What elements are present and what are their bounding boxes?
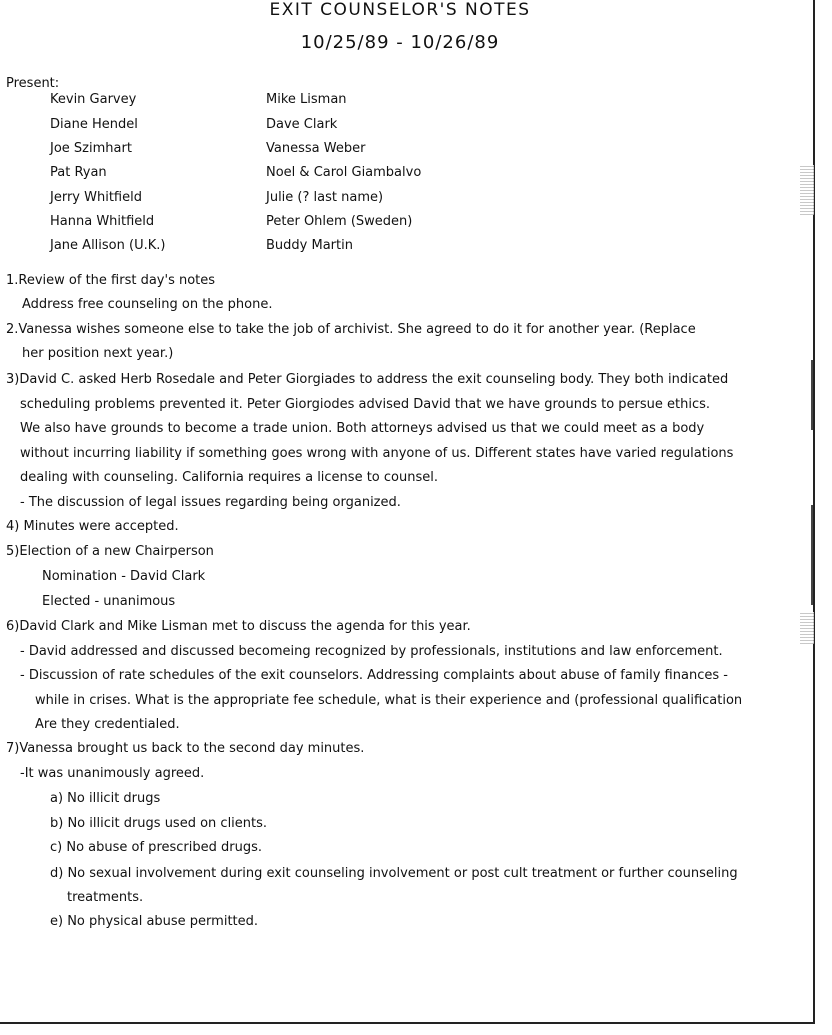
item-1-heading: 1.Review of the first day's notes bbox=[6, 273, 216, 288]
attendee-name: Julie (? last name) bbox=[266, 190, 384, 205]
rule-d: treatments. bbox=[67, 890, 144, 905]
scan-artifact bbox=[800, 165, 814, 215]
document-dates: 10/25/89 - 10/26/89 bbox=[300, 32, 500, 53]
attendee-name: Jerry Whitfield bbox=[50, 190, 142, 205]
rule-d: d) No sexual involvement during exit counseling involvement or post cult treatment or further counseling bbox=[50, 866, 738, 881]
attendee-name: Hanna Whitfield bbox=[50, 214, 155, 229]
document-title: EXIT COUNSELOR'S NOTES bbox=[269, 0, 531, 20]
item-6-heading: 6)David Clark and Mike Lisman met to discuss the agenda for this year. bbox=[6, 619, 471, 634]
item-5-election: Elected - unanimous bbox=[42, 594, 176, 609]
scan-artifact bbox=[811, 360, 813, 430]
attendee-name: Jane Allison (U.K.) bbox=[50, 238, 166, 253]
item-5-heading: 5)Election of a new Chairperson bbox=[6, 544, 214, 559]
item-7-heading: 7)Vanessa brought us back to the second day minutes. bbox=[6, 741, 365, 756]
item-4-text: 4) Minutes were accepted. bbox=[6, 519, 179, 534]
rule-a: a) No illicit drugs bbox=[50, 791, 161, 806]
scan-artifact bbox=[800, 612, 814, 644]
attendee-name: Buddy Martin bbox=[266, 238, 353, 253]
item-6-note: while in crises. What is the appropriate fee schedule, what is their experience and (professional qualification bbox=[35, 693, 743, 708]
present-label: Present: bbox=[6, 76, 60, 91]
attendee-name: Diane Hendel bbox=[50, 117, 138, 132]
attendee-name: Pat Ryan bbox=[50, 165, 107, 180]
item-6-note: - David addressed and discussed becomeing recognized by professionals, institutions and law enforcement. bbox=[20, 644, 723, 659]
item-3-text: We also have grounds to become a trade union. Both attorneys advised us that we could meet as a body bbox=[20, 421, 705, 436]
item-3-text: without incurring liability if something goes wrong with anyone of us. Different states have varied regulations bbox=[20, 446, 734, 461]
item-1-note: Address free counseling on the phone. bbox=[22, 297, 273, 312]
item-3-text: dealing with counseling. California requires a license to counsel. bbox=[20, 470, 438, 485]
attendee-name: Vanessa Weber bbox=[266, 141, 366, 156]
item-6-note: - Discussion of rate schedules of the exit counselors. Addressing complaints about abuse of family finances - bbox=[20, 668, 728, 683]
attendee-name: Noel & Carol Giambalvo bbox=[266, 165, 422, 180]
attendee-name: Kevin Garvey bbox=[50, 92, 137, 107]
page-right-border bbox=[813, 0, 815, 1024]
item-2-text: 2.Vanessa wishes someone else to take the job of archivist. She agreed to do it for another year. (Replace bbox=[6, 322, 696, 337]
attendee-name: Peter Ohlem (Sweden) bbox=[266, 214, 413, 229]
item-2-text: her position next year.) bbox=[22, 346, 174, 361]
item-7-note: -It was unanimously agreed. bbox=[20, 766, 205, 781]
item-3-text: 3)David C. asked Herb Rosedale and Peter Giorgiades to address the exit counseling body. They both indicated bbox=[6, 372, 729, 387]
rule-e: e) No physical abuse permitted. bbox=[50, 914, 259, 929]
attendee-name: Dave Clark bbox=[266, 117, 338, 132]
rule-b: b) No illicit drugs used on clients. bbox=[50, 816, 268, 831]
scan-artifact bbox=[811, 505, 813, 605]
page-bottom-border bbox=[0, 1022, 815, 1024]
item-5-nomination: Nomination - David Clark bbox=[42, 569, 206, 584]
item-3-text: scheduling problems prevented it. Peter Giorgiodes advised David that we have grounds to persue ethics. bbox=[20, 397, 711, 412]
attendee-name: Joe Szimhart bbox=[50, 141, 132, 156]
item-3-note: - The discussion of legal issues regarding being organized. bbox=[20, 495, 401, 510]
attendee-name: Mike Lisman bbox=[266, 92, 347, 107]
item-6-note: Are they credentialed. bbox=[35, 717, 180, 732]
rule-c: c) No abuse of prescribed drugs. bbox=[50, 840, 262, 855]
